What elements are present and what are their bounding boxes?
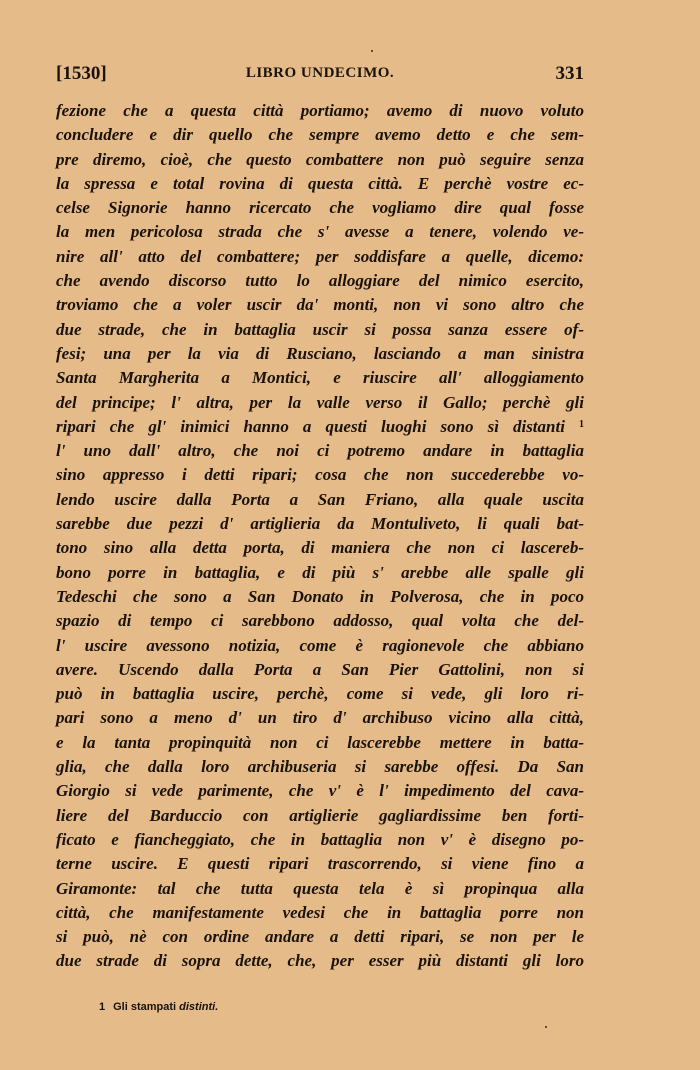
- text-line: due strade di sopra dette, che, per esser più distanti gli loro: [56, 951, 584, 971]
- text-line: due strade, che in battaglia uscir si possa sanza essere of-: [56, 319, 584, 339]
- text-line: Giramonte: tal che tutta questa tela è sì propinqua alla: [56, 878, 584, 898]
- page-number: 331: [555, 63, 584, 84]
- text-line: sarebbe due pezzi d' artiglieria da Montuliveto, li quali bat-: [56, 514, 584, 534]
- footnote: [99, 1001, 218, 1013]
- text-line: tono sino alla detta porta, di maniera che non ci lascereb-: [56, 538, 584, 558]
- text-line: pari sono a meno d' un tiro d' archibuso vicino alla città,: [56, 708, 584, 728]
- text-line: città, che manifestamente vedesi che in battaglia porre non: [56, 902, 584, 922]
- running-head-year: [1530]: [56, 63, 107, 84]
- text-line: nire all' atto del combattere; per soddisfare a quelle, dicemo:: [56, 246, 584, 266]
- footnote-marker: 1: [579, 418, 584, 430]
- paper-speck: [371, 50, 373, 52]
- text-line: glia, che dalla loro archibuseria si sarebbe offesi. Da San: [56, 757, 584, 777]
- text-line: la men pericolosa strada che s' avesse a tenere, volendo ve-: [56, 222, 584, 242]
- text-line: bono porre in battaglia, e di più s' arebbe alle spalle gli: [56, 562, 584, 582]
- text-line: lendo uscire dalla Porta a San Friano, alla quale uscita: [56, 489, 584, 509]
- text-line: terne uscire. E questi ripari trascorrendo, si viene fino a: [56, 854, 584, 874]
- text-line: fesi; una per la via di Rusciano, lasciando a man sinistra: [56, 343, 584, 363]
- text-line: celse Signorie hanno ricercato che vogliamo dire qual fosse: [56, 198, 584, 218]
- footnote-number: 1: [99, 1001, 106, 1013]
- text-line: Tedeschi che sono a San Donato in Polverosa, che in poco: [56, 586, 584, 606]
- text-line: Santa Margherita a Montici, e riuscire all' alloggiamento: [56, 368, 584, 388]
- text-line: concludere e dir quello che sempre avemo detto e che sem-: [56, 125, 584, 145]
- text-line: sino appresso i detti ripari; cosa che non succederebbe vo-: [56, 465, 584, 485]
- text-line: avere. Uscendo dalla Porta a San Pier Gattolini, non si: [56, 659, 584, 679]
- text-line: troviamo che a voler uscir da' monti, non vi sono altro che: [56, 295, 584, 315]
- text-line: Giorgio si vede parimente, che v' è l' impedimento del cava-: [56, 781, 584, 801]
- text-line: l' uscire avessono notizia, come è ragionevole che abbiano: [56, 635, 584, 655]
- text-line: liere del Barduccio con artiglierie gagliardissime ben forti-: [56, 805, 584, 825]
- body-text: [56, 99, 584, 974]
- text-line: fezione che a questa città portiamo; avemo di nuovo voluto: [56, 101, 584, 120]
- running-head: [56, 63, 584, 89]
- footnote-emphasis: distinti.: [179, 1001, 219, 1013]
- text-line: pre diremo, cioè, che questo combattere non può seguire senza: [56, 149, 584, 169]
- text-line: ficato e fiancheggiato, che in battaglia non v' è disegno po-: [56, 829, 584, 849]
- text-line: del principe; l' altra, per la valle verso il Gallo; perchè gli: [56, 392, 584, 412]
- text-line: la spressa e total rovina di questa città. E perchè vostre ec-: [56, 173, 584, 193]
- footnote-text: Gli stampati: [113, 1001, 177, 1013]
- text-line: spazio di tempo ci sarebbono addosso, qual volta che del-: [56, 611, 584, 631]
- text-line: e la tanta propinquità non ci lascerebbe mettere in batta-: [56, 732, 584, 752]
- text-line: l' uno dall' altro, che noi ci potremo andare in battaglia: [56, 441, 584, 461]
- text-line-with-footnote: [56, 415, 584, 439]
- running-head-title: LIBRO UNDECIMO.: [245, 65, 395, 81]
- text-line: può in battaglia uscire, perchè, come si vede, gli loro ri-: [56, 684, 584, 704]
- text-line: che avendo discorso tutto lo alloggiare del nimico esercito,: [56, 271, 584, 291]
- paper-speck: [545, 1026, 547, 1028]
- text-line-content: ripari che gl' inimici hanno a questi luoghi sono sì distanti: [56, 416, 565, 436]
- text-line: si può, nè con ordine andare a detti ripari, se non per le: [56, 927, 584, 947]
